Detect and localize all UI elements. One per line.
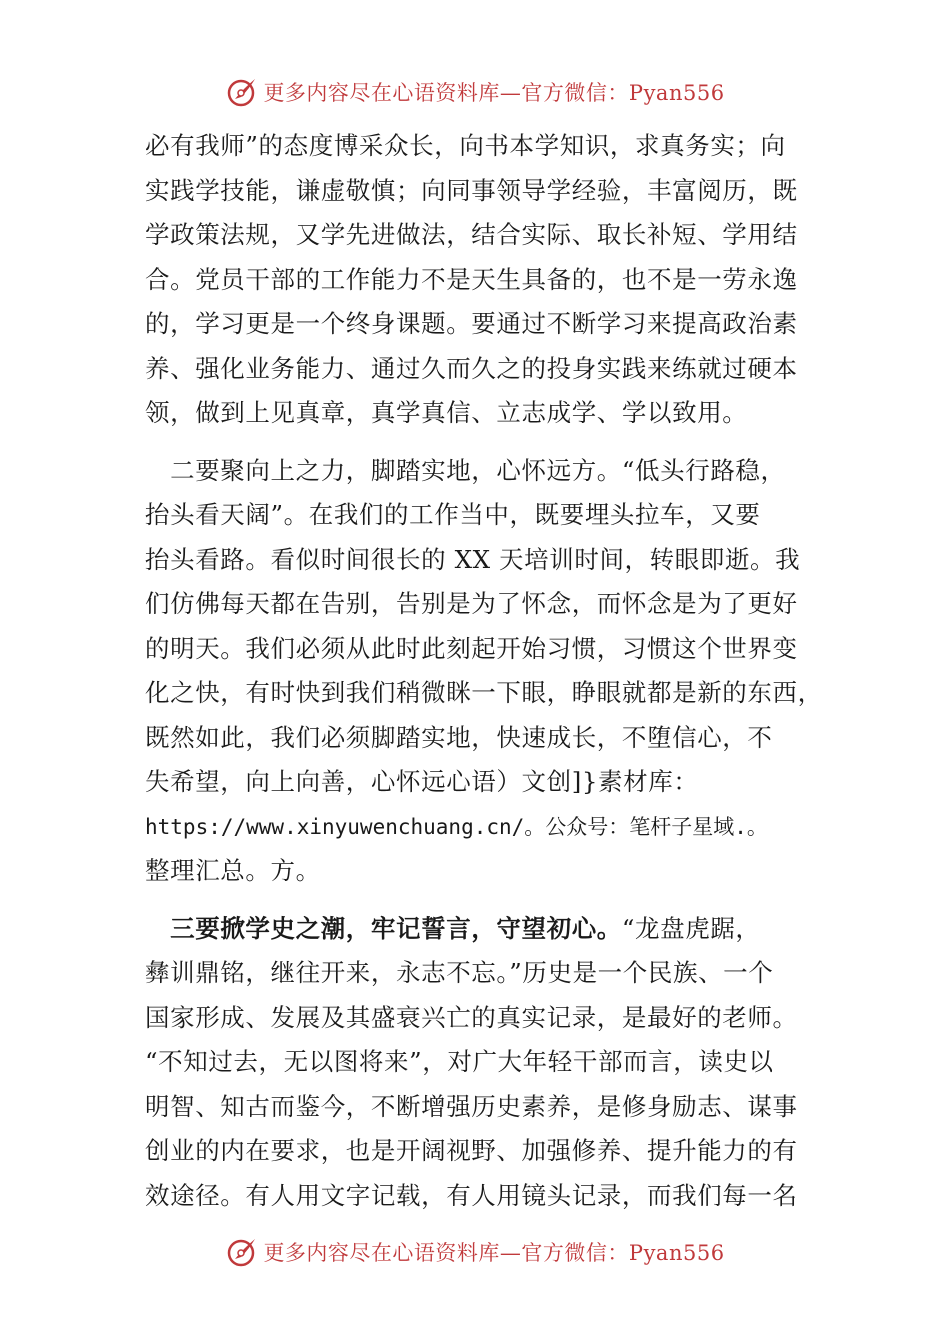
- header-banner: [0, 72, 950, 112]
- text-line: 彝训鼎铭，继往开来，永志不忘。”历史是一个民族、一个: [145, 958, 774, 987]
- text-line: 既然如此，我们必须脚踏实地，快速成长，不堕信心，不: [145, 722, 773, 752]
- paragraph-1: [145, 124, 813, 436]
- paragraph-heading: 三要掀学史之潮，牢记誓言，守望初心。: [145, 913, 622, 943]
- text-line: 的明天。我们必须从此时此刻起开始习惯，习惯这个世界变: [145, 633, 798, 663]
- text-line: 实践学技能，谦虚敬慎；向同事领导学经验，丰富阅历，既: [145, 175, 798, 205]
- text-line: 必有我师”的态度博采众长，向书本学知识，求真务实；向: [145, 131, 786, 160]
- text-line: 合。党员干部的工作能力不是天生具备的，也不是一劳永逸: [145, 264, 798, 294]
- text-line: 创业的内在要求，也是开阔视野、加强修养、提升能力的有: [145, 1136, 798, 1165]
- text-line-with-heading: [145, 907, 813, 952]
- footer-banner-text: 更多内容尽在心语资料库—官方微信：Pyan556: [263, 1241, 725, 1265]
- text-line: 化之快，有时快到我们稍微眯一下眼，睁眼就都是新的东西，: [145, 678, 823, 707]
- text-line: 抬头看天阔”。在我们的工作当中，既要埋头拉车，又要: [145, 500, 761, 529]
- text-line: 国家形成、发展及其盛衰兴亡的真实记录，是最好的老师。: [145, 1002, 798, 1032]
- text-line: 二要聚向上之力，脚踏实地，心怀远方。“低头行路稳，: [145, 455, 786, 485]
- text-line: 整理汇总。方。: [145, 856, 321, 885]
- text-line: 领，做到上见真章，真学真信、立志成学、学以致用。: [145, 398, 748, 427]
- heading-line-rest: “龙盘虎踞，: [621, 913, 761, 943]
- text-line: 们仿佛每天都在告别，告别是为了怀念，而怀念是为了更好: [145, 589, 798, 618]
- text-line: 的，学习更是一个终身课题。要通过不断学习来提高政治素: [145, 309, 798, 338]
- text-line: “不知过去，无以图将来”，对广大年轻干部而言，读史以: [145, 1047, 774, 1076]
- text-line: 抬头看路。看似时间很长的 XX 天培训时间，转眼即逝。我: [145, 544, 801, 574]
- footer-banner: [0, 1232, 950, 1272]
- text-line: 失希望，向上向善，心怀远心语）文创]}素材库：: [145, 767, 699, 796]
- text-line: 效途径。有人用文字记载，有人用镜头记录，而我们每一名: [145, 1180, 798, 1210]
- paragraph-3: [145, 907, 813, 1219]
- text-line: 养、强化业务能力、通过久而久之的投身实践来练就过硬本: [145, 353, 798, 383]
- quill-seal-logo-icon: [225, 1235, 259, 1269]
- text-line: 明智、知古而鉴今，不断增强历史素养，是修身励志、谋事: [145, 1091, 798, 1121]
- paragraph-2: [145, 449, 823, 894]
- url-text-line: https://www.xinyuwenchuang.cn/。公众号：笔杆子星域.。: [145, 814, 768, 839]
- header-banner-text: 更多内容尽在心语资料库—官方微信：Pyan556: [263, 81, 725, 105]
- document-body: [145, 124, 823, 1218]
- text-line: 学政策法规，又学先进做法，结合实际、取长补短、学用结: [145, 220, 798, 249]
- quill-seal-logo-icon: [225, 75, 259, 109]
